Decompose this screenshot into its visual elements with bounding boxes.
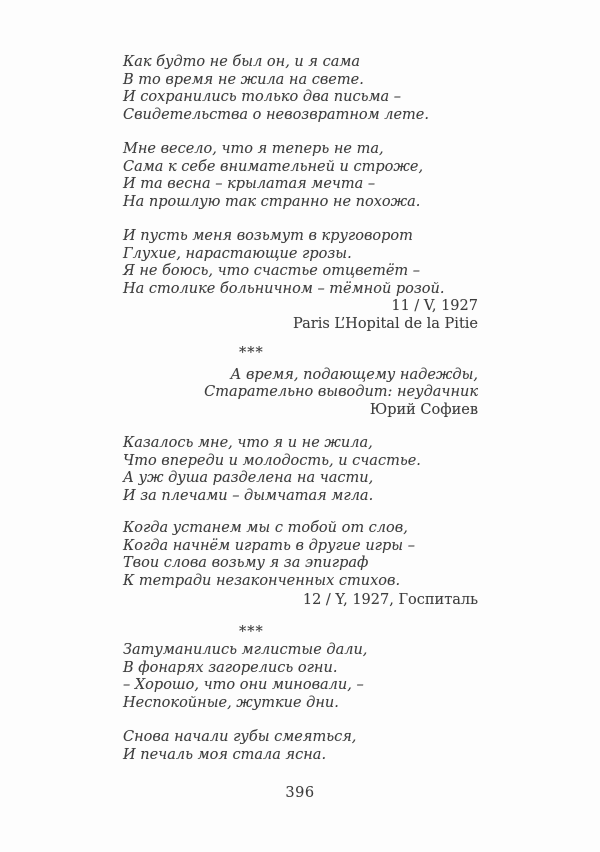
poetry-text-block bbox=[123, 54, 478, 764]
epigraph-line: А время, подающему надежды, bbox=[230, 366, 478, 383]
poem-line: В то время не жила на свете. bbox=[123, 71, 364, 88]
poem-line: Сама к себе внимательней и строже, bbox=[123, 158, 424, 175]
section-separator: *** bbox=[239, 345, 264, 361]
epigraph bbox=[123, 367, 478, 420]
poem-line: И та весна – крылатая мечта – bbox=[123, 176, 376, 192]
poem-line: Что впереди и молодость, и счастье. bbox=[123, 452, 421, 469]
poem-line: К тетради незаконченных стихов. bbox=[123, 572, 401, 589]
poem-line: Снова начали губы смеяться, bbox=[123, 729, 357, 745]
poem-line: Как будто не был он, и я сама bbox=[123, 54, 361, 70]
poem-line: А уж душа разделена на части, bbox=[123, 470, 374, 486]
poem-date: 11 / V, 1927 bbox=[391, 298, 478, 314]
section-separator: *** bbox=[239, 623, 264, 640]
poem-date: 12 / Y, 1927, Госпиталь bbox=[302, 592, 478, 608]
poem-line: И пусть меня возьмут в круговорот bbox=[123, 228, 413, 244]
stanza bbox=[123, 520, 478, 590]
page-number: 396 bbox=[285, 785, 315, 801]
poem-line: И сохранились только два письма – bbox=[123, 89, 401, 105]
poem-line: Я не боюсь, что счастье отцветёт – bbox=[123, 263, 421, 279]
poem-line: Затуманились мглистые дали, bbox=[123, 642, 368, 658]
poem-line: В фонарях загорелись огни. bbox=[123, 659, 338, 676]
poem-line: Неспокойные, жуткие дни. bbox=[123, 694, 339, 711]
epigraph-author: Юрий Софиев bbox=[369, 401, 478, 418]
poem-line: И печаль моя стала ясна. bbox=[123, 746, 327, 763]
poem-line: И за плечами – дымчатая мгла. bbox=[123, 487, 374, 504]
epigraph-line: Старательно выводит: неудачник bbox=[204, 384, 478, 400]
poem-line: На прошлую так странно не похожа. bbox=[123, 193, 421, 210]
stanza bbox=[123, 435, 478, 505]
poem-line: Твои слова возьму я за эпиграф bbox=[123, 555, 369, 571]
stanza bbox=[123, 642, 478, 712]
poem-line: Мне весело, что я теперь не та, bbox=[123, 141, 384, 157]
stanza bbox=[123, 228, 478, 298]
poem-line: Глухие, нарастающие грозы. bbox=[123, 245, 352, 262]
poem-line: Когда начнём играть в другие игры – bbox=[123, 537, 415, 554]
poem-line: Казалось мне, что я и не жила, bbox=[123, 435, 373, 451]
stanza bbox=[123, 141, 478, 211]
poem-place: Paris L’Hopital de la Pitie bbox=[293, 315, 478, 332]
poem-line: Свидетельства о невозвратном лете. bbox=[123, 106, 429, 123]
poem-line: На столике больничном – тёмной розой. bbox=[123, 280, 445, 297]
poem-line: Когда устанем мы с тобой от слов, bbox=[123, 520, 408, 536]
poem-line: – Хорошо, что они миновали, – bbox=[123, 677, 364, 693]
stanza bbox=[123, 729, 478, 764]
stanza bbox=[123, 54, 478, 124]
